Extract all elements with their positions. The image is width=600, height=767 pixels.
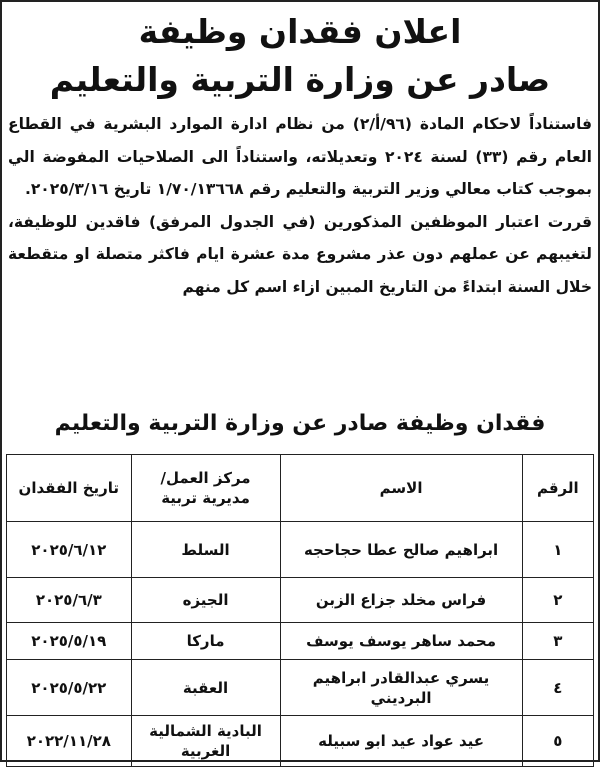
row-work-center: ماركا [131,623,280,660]
row-number: ٢ [522,578,593,623]
row-work-center: الجيزه [131,578,280,623]
row-work-center: البادية الشمالية الغربية [131,716,280,767]
table-row [7,716,594,767]
header-number: الرقم [522,455,593,522]
row-work-center: السلط [131,522,280,578]
row-name: يسري عبدالقادر ابراهيم البرديني [280,660,522,716]
body-paragraph-2: قررت اعتبار الموظفين المذكورين (في الجدول المرفق) فاقدين للوظيفة، لتغيبهم عن عملهم دون عذر مشروع مدة عشرة ايام فاكثر متصلة او متقطعة خلال السنة ابتداءً من التاريخ المبين ازاء اسم كل منهم [8,212,592,296]
row-number: ٣ [522,623,593,660]
table-row [7,522,594,578]
row-name: فراس مخلد جزاع الزبن [280,578,522,623]
row-loss-date: ٢٠٢٥/٥/٢٢ [7,660,132,716]
row-loss-date: ٢٠٢٢/١١/٢٨ [7,716,132,767]
row-loss-date: ٢٠٢٥/٦/١٢ [7,522,132,578]
row-number: ٤ [522,660,593,716]
header-work-center: مركز العمل/ مديرية تربية [131,455,280,522]
table-row [7,623,594,660]
table-row [7,578,594,623]
header-loss-date: تاريخ الفقدان [7,455,132,522]
announcement-body [8,108,592,303]
row-name: محمد ساهر يوسف يوسف [280,623,522,660]
row-loss-date: ٢٠٢٥/٦/٣ [7,578,132,623]
row-work-center: العقبة [131,660,280,716]
table-row [7,660,594,716]
row-name: عيد عواد عيد ابو سبيله [280,716,522,767]
table-title: فقدان وظيفة صادر عن وزارة التربية والتعليم [54,411,546,436]
header-name: الاسم [280,455,522,522]
body-paragraph-1: فاستناداً لاحكام المادة (٩٦/أ/٢) من نظام ادارة الموارد البشرية في القطاع العام رقم (٣٣) لسنة ٢٠٢٤ وتعديلاته، واستناداً الى الصلاحيات المفوضة الي بموجب كتاب معالي وزير التربية والتعليم رقم ١/٧٠/١٣٦٦٨ تاريخ ٢٠٢٥/٣/١٦. [8,115,592,198]
row-number: ٥ [522,716,593,767]
row-loss-date: ٢٠٢٥/٥/١٩ [7,623,132,660]
table-header-row [7,455,594,522]
announcement-title: اعلان فقدان وظيفة [138,12,462,51]
announcement-subtitle: صادر عن وزارة التربية والتعليم [49,60,551,99]
row-name: ابراهيم صالح عطا حجاحجه [280,522,522,578]
row-number: ١ [522,522,593,578]
employees-table [6,454,594,767]
